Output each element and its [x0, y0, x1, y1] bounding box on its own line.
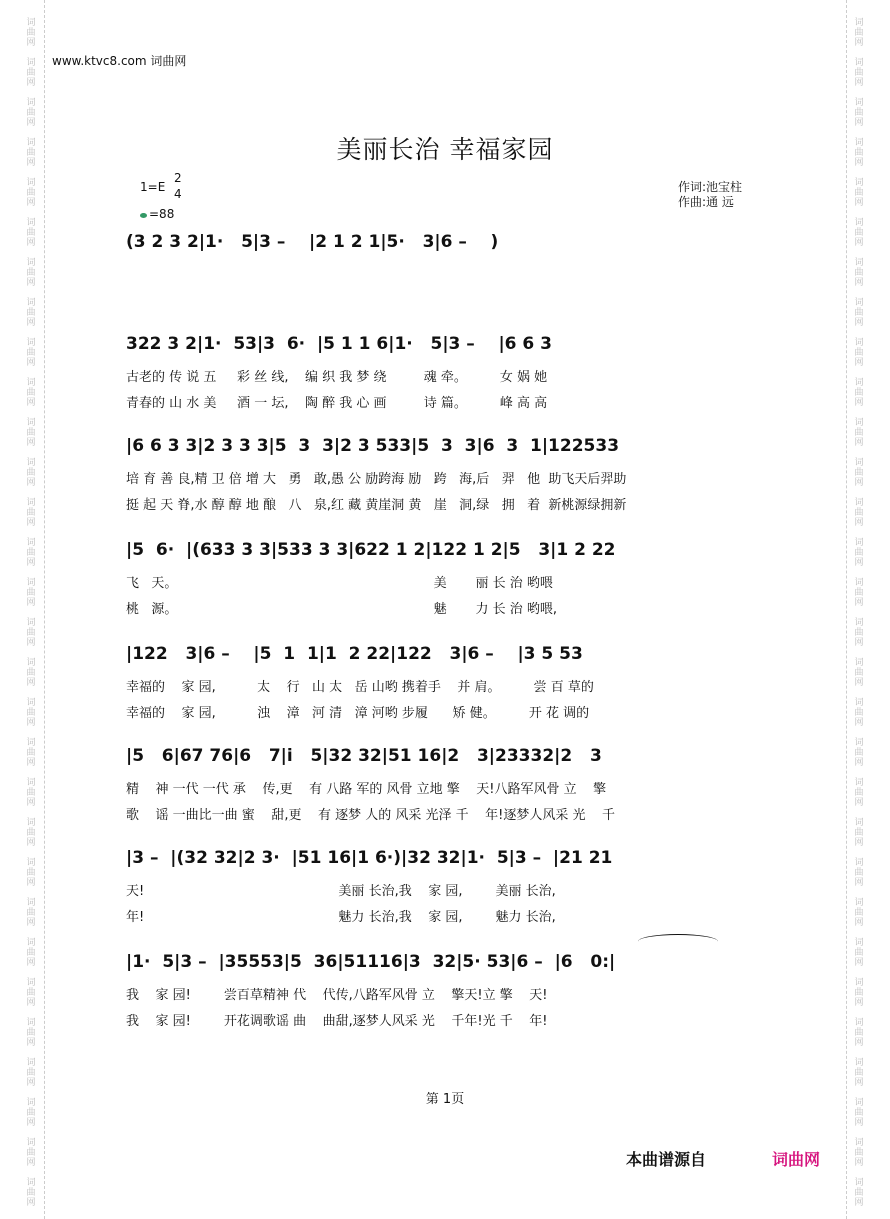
lyric-text: 挺 起 天 脊,水 醇 醇 地 酿 八 泉,红 藏 黄崖洞 黄 崖 洞,绿 拥 着 新桃源绿拥新	[126, 498, 627, 513]
lyric-line-1	[126, 366, 792, 392]
lyric-text: 培 育 善 良,精 卫 倍 增 大 勇 敢,愚 公 励跨海 励 跨 海,后 羿 他 助飞天后羿助	[126, 472, 627, 487]
source-brand-link[interactable]: 词曲网	[772, 1150, 821, 1169]
lyric-text: 天! 美丽 长治,我 家 园, 美丽 长治,	[126, 884, 556, 899]
music-notes: |5 6|67 76|6 7|i 5|32 32|51 16|2 3|23332|2 3	[126, 746, 602, 766]
lyricist: 作词:池宝柱	[678, 180, 743, 194]
music-line	[126, 742, 792, 778]
music-notes: |122 3|6 – |5 1 1|1 2 22|122 3|6 – |3 5 53	[126, 644, 583, 664]
time-signature	[174, 170, 182, 202]
music-line	[126, 640, 792, 676]
page-number: 第 1页	[425, 1092, 465, 1107]
lyric-line-2	[126, 804, 792, 830]
music-line	[126, 330, 792, 366]
system-8	[126, 948, 792, 1036]
tie-arc	[638, 934, 718, 949]
lyric-line-2	[126, 494, 792, 520]
system-4	[126, 536, 792, 624]
key-signature: 1=E	[140, 180, 166, 194]
lyric-text: 幸福的 家 园, 太 行 山 太 岳 山哟 携着手 并 肩。 尝 百 草的	[126, 680, 594, 695]
lyric-text: 飞 天。 美 丽 长 治 哟喂	[126, 576, 553, 591]
system-3	[126, 432, 792, 520]
credits	[678, 180, 742, 210]
lyric-line-2	[126, 598, 792, 624]
left-watermark: 词 曲 网 词 曲 网 词 曲 网 词 曲 网 词 曲 网 词 曲 网 词 曲 网 词 曲 网 词 曲 网 词 曲 网 词 曲 网 词 曲 网 词 曲 网 词 曲 网 词 曲 网 词 曲 网 词 曲 网 词 曲 网 词 曲 网 词 曲 网 词 曲 网 词 曲 网 词 曲 网 词 曲 网 词 曲 网 词 曲 网 词 曲 网 词 曲 网 词 曲 网 词 曲 网	[26, 18, 36, 1208]
right-watermark: 词 曲 网 词 曲 网 词 曲 网 词 曲 网 词 曲 网 词 曲 网 词 曲 网 词 曲 网 词 曲 网 词 曲 网 词 曲 网 词 曲 网 词 曲 网 词 曲 网 词 曲 网 词 曲 网 词 曲 网 词 曲 网 词 曲 网 词 曲 网 词 曲 网 词 曲 网 词 曲 网 词 曲 网 词 曲 网 词 曲 网 词 曲 网 词 曲 网 词 曲 网 词 曲 网	[854, 18, 864, 1208]
quarter-note-icon	[140, 213, 147, 218]
source-label: 本曲谱源自	[626, 1150, 707, 1169]
music-line	[126, 948, 792, 984]
lyric-text: 精 神 一代 一代 承 传,更 有 八路 军的 风骨 立地 擎 天!八路军风骨 立 擎	[126, 782, 607, 797]
lyric-text: 我 家 园! 尝百草精神 代 代传,八路军风骨 立 擎天!立 擎 天!	[126, 988, 548, 1003]
music-line	[126, 536, 792, 572]
lyric-text: 幸福的 家 园, 浊 漳 河 清 漳 河哟 步履 矫 健。 开 花 调的	[126, 706, 590, 721]
lyric-line-1	[126, 676, 792, 702]
lyric-line-2	[126, 702, 792, 728]
music-notes: (3 2 3 2|1· 5|3 – |2 1 2 1|5· 3|6 – )	[126, 232, 499, 252]
system-6	[126, 742, 792, 830]
music-line	[126, 844, 792, 880]
time-sig-bottom: 4	[174, 187, 182, 201]
lyric-text: 古老的 传 说 五 彩 丝 线, 编 织 我 梦 绕 魂 牵。 女 娲 她	[126, 370, 548, 385]
tempo-marking	[140, 207, 174, 221]
right-margin-line	[846, 0, 847, 1219]
music-notes: |1· 5|3 – |35553|5 36|51116|3 32|5· 53|6 – |6 0:|	[126, 952, 616, 972]
lyric-line-1	[126, 778, 792, 804]
left-margin-line	[44, 0, 45, 1219]
lyric-line-1	[126, 468, 792, 494]
time-sig-top: 2	[174, 171, 182, 185]
system-5	[126, 640, 792, 728]
music-notes: |3 – |(32 32|2 3· |51 16|1 6·)|32 32|1· 5|3 – |21 21	[126, 848, 613, 868]
lyric-text: 歌 谣 一曲比一曲 蜜 甜,更 有 逐梦 人的 风采 光泽 千 年!逐梦人风采 光 千	[126, 808, 616, 823]
lyric-line-1	[126, 572, 792, 598]
composer: 作曲:通 远	[678, 195, 734, 209]
music-line	[126, 228, 792, 264]
tempo-value: =88	[149, 207, 175, 221]
music-notes: 322 3 2|1· 53|3 6· |5 1 1 6|1· 5|3 – |6 6 3	[126, 334, 552, 354]
system-7	[126, 844, 792, 932]
site-url: www.ktvc8.com 词曲网	[52, 54, 187, 68]
lyric-line-2	[126, 1010, 792, 1036]
lyric-text: 青春的 山 水 美 酒 一 坛, 陶 醉 我 心 画 诗 篇。 峰 高 高	[126, 396, 548, 411]
lyric-line-1	[126, 984, 792, 1010]
lyric-line-1	[126, 880, 792, 906]
song-title: 美丽长治 幸福家园	[336, 135, 554, 164]
lyric-line-2	[126, 906, 792, 932]
lyric-line-2	[126, 392, 792, 418]
lyric-text: 我 家 园! 开花调歌谣 曲 曲甜,逐梦人风采 光 千年!光 千 年!	[126, 1014, 548, 1029]
music-line	[126, 432, 792, 468]
system-1	[126, 228, 792, 264]
music-notes: |6 6 3 3|2 3 3 3|5 3 3|2 3 533|5 3 3|6 3 1|122533	[126, 436, 620, 456]
system-2	[126, 330, 792, 418]
music-notes: |5 6· |(633 3 3|533 3 3|622 1 2|122 1 2|5 3|1 2 22	[126, 540, 616, 560]
lyric-text: 桃 源。 魅 力 长 治 哟喂,	[126, 602, 558, 617]
lyric-text: 年! 魅力 长治,我 家 园, 魅力 长治,	[126, 910, 556, 925]
